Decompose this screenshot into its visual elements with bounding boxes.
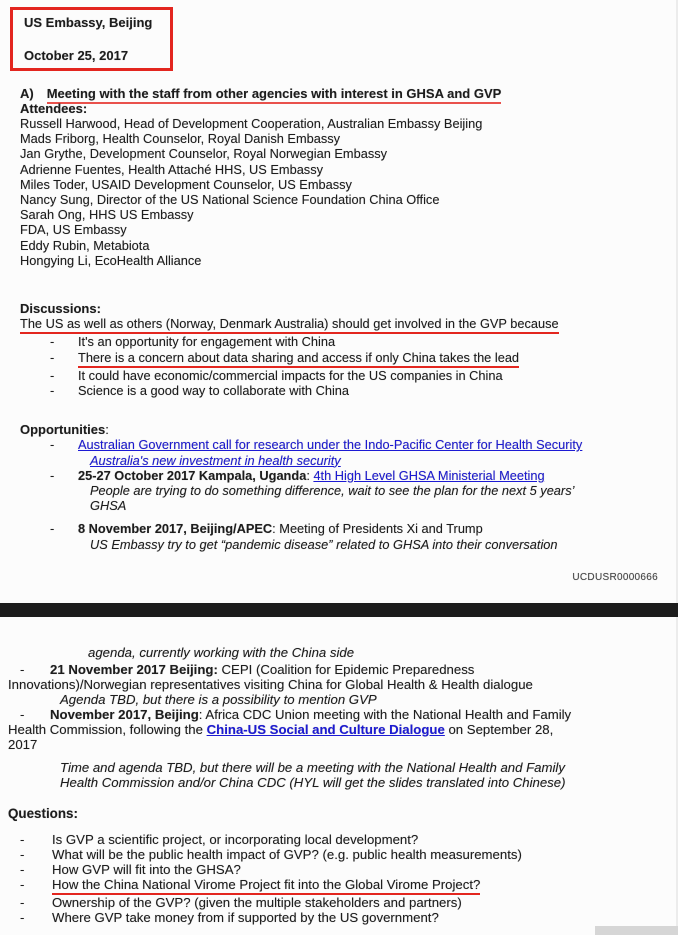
discussion-bullet-text: It's an opportunity for engagement with China [78,334,336,350]
attendee-row: Mads Friborg, Health Counselor, Royal Danish Embassy [20,131,341,147]
bullet-dash: - [20,832,25,847]
bullet-dash: - [50,349,55,365]
discussion-bullet [20,383,664,398]
document-date: October 25, 2017 [24,48,129,63]
attendee-list [20,116,664,268]
bullet-dash: - [50,334,55,350]
attendee-row: Adrienne Fuentes, Health Attaché HHS, US Embassy [20,161,324,177]
agenda-bullet-wrap: Innovations)/Norwegian representatives visiting China for Global Health & Health dialogue [8,677,533,692]
question-text: Is GVP a scientific project, or incorporating local development? [52,832,419,847]
agenda-note: Agenda TBD, but there is a possibility to mention GVP [60,692,377,707]
question-text: Where GVP take money from if supported by the US government? [52,910,439,925]
document-id: UCDUSR0000666 [572,571,658,583]
section-a-heading [20,86,664,101]
discussion-lead-line [20,316,664,331]
page-break-bar [0,603,678,617]
attendee-row: Russell Harwood, Head of Development Cooperation, Australian Embassy Beijing [20,116,483,131]
bullet-dash: - [20,707,25,722]
question-text: What will be the public health impact of GVP? (e.g. public health measurements) [52,847,522,862]
discussion-lead-red-underlined: The US as well as others (Norway, Denmark Australia) should get involved in the GVP because [20,316,559,334]
section-heading-text-red-underlined: Meeting with the staff from other agencies with interest in GHSA and GVP [47,86,502,104]
agenda-bullet: - 21 November 2017 Beijing: CEPI (Coalition for Epidemic Preparedness [20,662,475,677]
question-text: Ownership of the GVP? (given the multiple stakeholders and partners) [52,895,462,910]
attendee-row: FDA, US Embassy [20,222,127,238]
attendee-row: Jan Grythe, Development Counselor, Royal Norwegian Embassy [20,146,388,162]
question-item [8,832,668,847]
scan-edge-artifact [595,926,678,935]
continuation-line: agenda, currently working with the China side [88,645,355,660]
discussion-bullet [20,334,664,349]
questions-label: Questions: [8,806,78,821]
agenda-note: Health Commission and/or China CDC (HYL will get the slides translated into Chinese) [60,775,566,790]
bullet-dash: - [20,862,25,877]
bullet-dash: - [20,877,25,892]
agenda-bullet-wrap: Health Commission, following the China-US Social and Culture Dialogue on September 28, [8,722,554,737]
attendee-row: Sarah Ong, HHS US Embassy [20,207,194,223]
link-ghsa-ministerial-meeting[interactable]: 4th High Level GHSA Ministerial Meeting [313,467,545,483]
bullet-dash: - [50,467,55,483]
agenda-note: Time and agenda TBD, but there will be a meeting with the National Health and Family [60,760,565,775]
bullet-dash: - [50,437,55,453]
question-item [8,895,668,910]
attendee-row: Nancy Sung, Director of the US National Science Foundation China Office [20,192,440,208]
event-date: November 2017, Beijing [50,707,199,722]
bullet-dash: - [20,895,25,910]
discussion-bullet [20,350,664,365]
opportunity-bullet: - 8 November 2017, Beijing/APEC: Meeting of Presidents Xi and Trump [50,521,483,537]
agenda-bullet-wrap: 2017 [8,737,38,752]
opportunity-bullet [20,437,664,452]
opportunity-subline [20,453,664,468]
bullet-dash: - [20,910,25,925]
discussion-bullet [20,368,664,383]
bullet-dash: - [50,383,55,399]
attendee-row: Hongying Li, EcoHealth Alliance [20,252,202,268]
link-australian-government-call[interactable]: Australian Government call for research under the Indo-Pacific Center for Health Security [78,437,583,453]
opportunity-note: GHSA [90,498,127,514]
attendee-row: Miles Toder, USAID Development Counselor, US Embassy [20,176,352,192]
opportunities-label: Opportunities: [20,422,109,438]
section-letter: A) [20,86,34,101]
event-date: 8 November 2017, Beijing/APEC [78,521,273,537]
discussion-bullet-text-red-underlined: There is a concern about data sharing and access if only China takes the lead [78,350,519,368]
question-item [8,910,668,925]
attendees-label: Attendees: [20,101,88,116]
event-date: 21 November 2017 Beijing: [50,662,218,677]
page-2 [0,645,678,925]
bullet-dash: - [20,847,25,862]
opportunity-bullet: - 25-27 October 2017 Kampala, Uganda: 4th High Level GHSA Ministerial Meeting [50,467,545,483]
event-date: 25-27 October 2017 Kampala, Uganda [78,467,307,483]
attendee-row: Eddy Rubin, Metabiota [20,237,150,253]
question-item [8,862,668,877]
discussion-bullet-text: It could have economic/commercial impacts for the US companies in China [78,367,503,383]
bullet-dash: - [20,662,25,677]
link-australia-investment[interactable]: Australia's new investment in health security [90,452,341,468]
agenda-bullet: - November 2017, Beijing: Africa CDC Union meeting with the National Health and Family [20,707,572,722]
question-text-red-underlined: How the China National Virome Project fit into the Global Virome Project? [52,877,480,895]
discussions-label: Discussions: [20,301,101,317]
question-item [8,877,668,892]
annotation-red-box [10,7,173,71]
question-item [8,847,668,862]
question-text: How GVP will fit into the GHSA? [52,862,241,877]
embassy-name: US Embassy, Beijing [24,15,153,30]
bullet-dash: - [50,521,55,537]
opportunity-note: US Embassy try to get “pandemic disease” related to GHSA into their conversation [90,536,558,552]
opportunity-note: People are trying to do something difference, wait to see the plan for the next 5 years’ [90,483,575,499]
link-china-us-dialogue[interactable]: China-US Social and Culture Dialogue [206,722,445,737]
bullet-dash: - [50,367,55,383]
discussion-bullet-text: Science is a good way to collaborate with China [78,383,350,399]
